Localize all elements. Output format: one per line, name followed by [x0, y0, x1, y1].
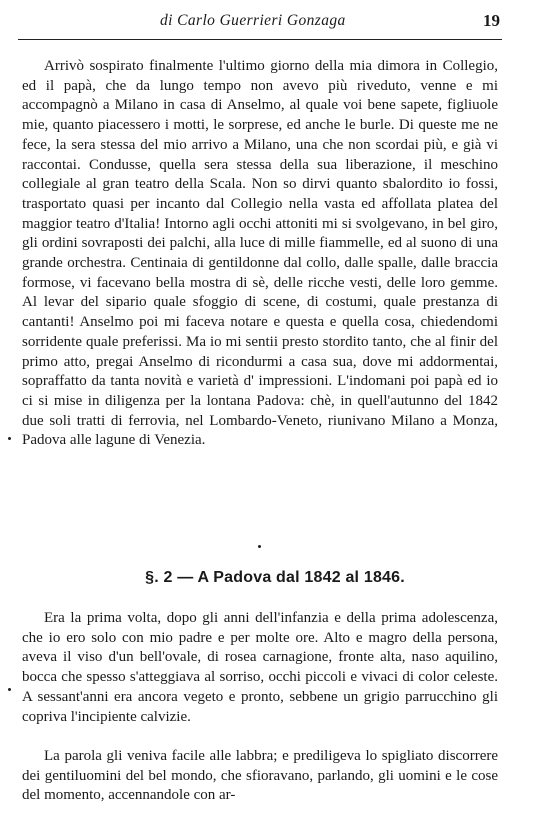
page-number: 19	[483, 11, 500, 30]
section-heading: §. 2 — A Padova dal 1842 al 1846.	[145, 569, 405, 586]
paragraph-1: Arrivò sospirato finalmente l'ultimo giorno della mia dimora in Collegio, ed il papà, che da lungo tempo non avevo più riveduto, venne e mi accompagnò a Milano in casa di Anselmo, al quale voi bene sapete, figliuole mie, quanto piacessero i motti, le sorprese, ed anche le burle. Di queste me ne fece, la sera stessa del mio arrivo a Milano, una che non scordai più, e già vi raccontai. Condusse, quella sera stessa della sua liberazione, il meschino collegiale al gran teatro della Scala. Non so dirvi quanto sbalordito io fossi, trasportato quasi per incanto dal Collegio nella vasta ed affollata platea del maggior teatro d'Italia! Intorno agli occhi attoniti mi si svolgevano, in bel giro, gli ordini sovraposti dei palchi, alla luce di mille fiammelle, ed al suono di una grande orchestra. Centinaia di gentildonne dal collo, dalle spalle, dalle braccia formose, vi facevano bella mostra di sè, delle ricche vesti, delle loro gemme. Al levar del sipario quale sfoggio di scene, di costumi, quale prestanza di cantanti! Anselmo poi mi faceva notare e questa e quella cosa, chiedendomi sorridente quale preferissi. Ma io mi sentii presto stordito tanto, che al finir del primo atto, pregai Anselmo di ricondurmi a casa sua, dove mi addormentai, sopraffatto da tanta novità e varietà d' impressioni. L'indomani poi papà ed io ci si mise in diligenza per la lontana Padova: chè, in quell'autunno del 1842 due soli tratti di ferrovia, nel Lombardo-Veneto, riunivano Milano a Monza, Padova alle lagune di Venezia.	[22, 58, 498, 449]
stray-ink-mark	[8, 437, 11, 440]
body-text-middle	[22, 609, 498, 727]
page-header	[0, 12, 550, 34]
header-rule	[18, 39, 502, 40]
running-title: di Carlo Guerrieri Gonzaga	[160, 12, 346, 29]
stray-ink-mark	[258, 545, 261, 548]
stray-ink-mark	[8, 688, 11, 691]
paragraph-3: La parola gli veniva facile alle labbra; e prediligeva lo spigliato discorrere dei gentiluomini del bel mondo, che sfioravano, parlando, gli uomini e le cose del momento, accennandole con ar-	[22, 748, 498, 804]
body-text-top	[22, 57, 498, 451]
paragraph-2: Era la prima volta, dopo gli anni dell'infanzia e della prima adolescenza, che io ero solo con mio padre e per molte ore. Alto e magro della persona, aveva il viso d'un bell'ovale, di rosea carnagione, fronte alta, naso aquilino, bocca che spesso s'atteggiava al sorriso, occhi piccoli e vivaci di color celeste. A sessant'anni era ancora vegeto e pronto, sebbene un grigio parrucchino gli copriva l'incipiente calvizie.	[22, 610, 498, 725]
body-text-bottom	[22, 747, 498, 806]
